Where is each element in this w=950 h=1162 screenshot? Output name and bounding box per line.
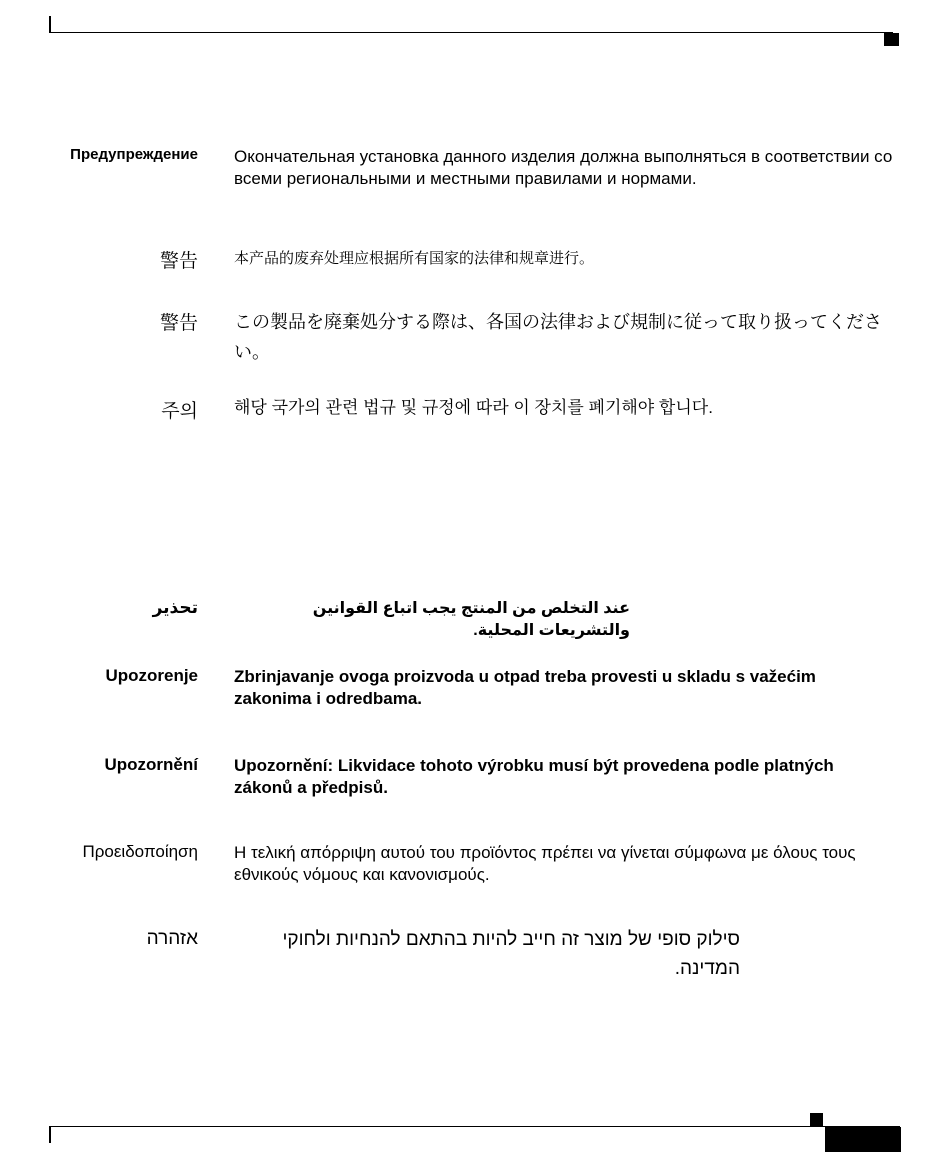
warning-label: Προειδοποίηση: [82, 842, 198, 861]
warning-label: Upozornění: [104, 755, 198, 774]
warning-text: 本产品的废弃处理应根据所有国家的法律和规章进行。: [234, 250, 595, 267]
warning-label: 警告: [159, 313, 198, 334]
header-rule: [49, 32, 893, 33]
warning-text: Zbrinjavanje ovoga proizvoda u otpad treba provesti u skladu s važećim zakonima i odredbama.: [234, 667, 816, 708]
warning-label: 주의: [161, 401, 198, 422]
warning-text: סילוק סופי של מוצר זה חייב להיות בהתאם להנחיות ולחוקי המדינה.: [282, 929, 740, 979]
footer-page-tab: [825, 1127, 901, 1152]
warning-label: Upozorenje: [105, 666, 198, 685]
warning-text: この製品を廃棄処分する際は、各国の法律および規制に従って取り扱ってください。: [234, 312, 882, 362]
warning-label: 警告: [159, 251, 198, 272]
footer-marker-square: [810, 1113, 823, 1126]
header-corner-tick: [49, 16, 51, 33]
warning-text: عند التخلص من المنتج يجب اتباع القوانين والتشريعات المحلية.: [312, 600, 630, 639]
warning-text: Η τελική απόρριψη αυτού του προϊόντος πρέπει να γίνεται σύμφωνα με όλους τους εθνικούς νόμους και κανονισμούς.: [234, 843, 856, 884]
footer-corner-tick: [49, 1126, 51, 1143]
warning-text: Upozornění: Likvidace tohoto výrobku musí být provedena podle platných zákonů a předpisů.: [234, 756, 834, 797]
warning-text: Окончательная установка данного изделия должна выполняться в соответствии со всеми региональными и местными правилами и нормами.: [234, 147, 893, 188]
warning-label: Предупреждение: [70, 146, 198, 163]
header-marker-square: [884, 33, 899, 46]
warning-text: 해당 국가의 관련 법규 및 규정에 따라 이 장치를 폐기해야 합니다.: [234, 398, 713, 417]
footer-rule: [49, 1126, 900, 1127]
warning-label: تحذير: [152, 598, 198, 617]
warning-label: אזהרה: [146, 928, 198, 949]
